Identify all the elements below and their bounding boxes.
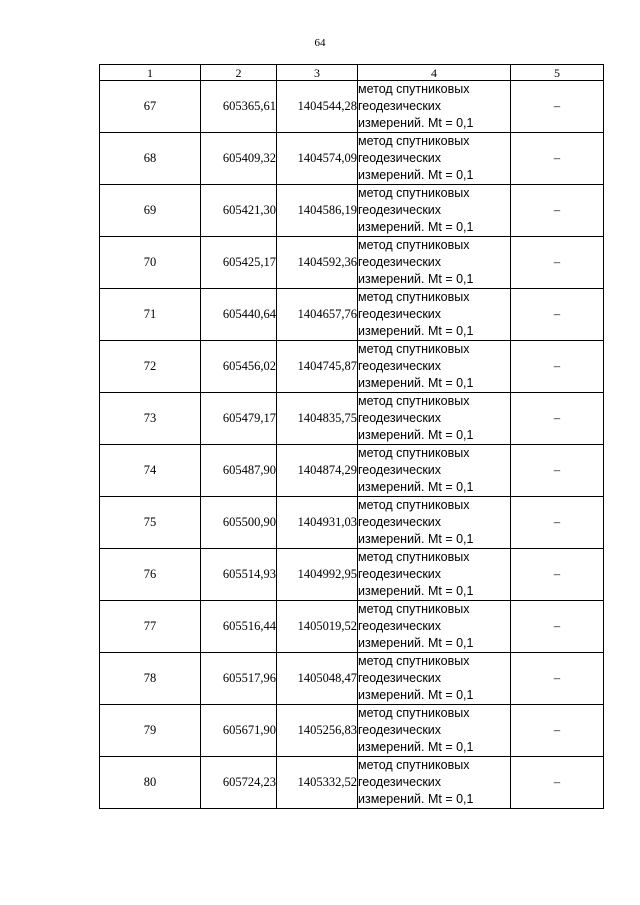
method-line-3: измерений. Mt = 0,1 <box>358 376 474 390</box>
coordinate-x: 605671,90 <box>201 705 277 757</box>
method-line-1: метод спутниковых <box>358 394 470 408</box>
table-row <box>100 133 604 185</box>
note-dash: – <box>511 653 604 705</box>
coordinate-y: 1405019,52 <box>277 601 358 653</box>
table-row <box>100 601 604 653</box>
coordinate-x: 605365,61 <box>201 81 277 133</box>
method-line-1: метод спутниковых <box>358 238 470 252</box>
coordinate-y: 1404592,36 <box>277 237 358 289</box>
method-description <box>358 445 511 497</box>
point-number: 68 <box>100 133 201 185</box>
note-dash: – <box>511 393 604 445</box>
point-number: 76 <box>100 549 201 601</box>
note-dash: – <box>511 341 604 393</box>
point-number: 71 <box>100 289 201 341</box>
method-line-3: измерений. Mt = 0,1 <box>358 428 474 442</box>
method-line-3: измерений. Mt = 0,1 <box>358 740 474 754</box>
point-number: 80 <box>100 757 201 809</box>
method-line-1: метод спутниковых <box>358 134 470 148</box>
note-dash: – <box>511 237 604 289</box>
method-line-1: метод спутниковых <box>358 290 470 304</box>
header-cell-5: 5 <box>511 65 604 81</box>
method-line-3: измерений. Mt = 0,1 <box>358 324 474 338</box>
method-line-2: геодезических <box>358 567 442 581</box>
point-number: 77 <box>100 601 201 653</box>
method-line-2: геодезических <box>358 307 442 321</box>
coordinate-y: 1405048,47 <box>277 653 358 705</box>
coordinate-y: 1404992,95 <box>277 549 358 601</box>
table-row <box>100 497 604 549</box>
method-line-2: геодезических <box>358 99 442 113</box>
note-dash: – <box>511 133 604 185</box>
method-description <box>358 237 511 289</box>
method-line-1: метод спутниковых <box>358 758 470 772</box>
note-dash: – <box>511 601 604 653</box>
method-line-2: геодезических <box>358 463 442 477</box>
page-number: 64 <box>314 37 326 49</box>
method-line-3: измерений. Mt = 0,1 <box>358 168 474 182</box>
method-description <box>358 289 511 341</box>
method-line-3: измерений. Mt = 0,1 <box>358 636 474 650</box>
method-description <box>358 341 511 393</box>
note-dash: – <box>511 549 604 601</box>
method-line-1: метод спутниковых <box>358 654 470 668</box>
point-number: 70 <box>100 237 201 289</box>
header-cell-2: 2 <box>201 65 277 81</box>
method-line-1: метод спутниковых <box>358 550 470 564</box>
method-description <box>358 393 511 445</box>
coordinate-x: 605500,90 <box>201 497 277 549</box>
method-line-3: измерений. Mt = 0,1 <box>358 480 474 494</box>
method-line-2: геодезических <box>358 619 442 633</box>
coordinate-x: 605724,23 <box>201 757 277 809</box>
method-line-3: измерений. Mt = 0,1 <box>358 584 474 598</box>
point-number: 72 <box>100 341 201 393</box>
method-line-3: измерений. Mt = 0,1 <box>358 792 474 806</box>
method-line-2: геодезических <box>358 671 442 685</box>
method-description <box>358 757 511 809</box>
method-line-3: измерений. Mt = 0,1 <box>358 220 474 234</box>
note-dash: – <box>511 757 604 809</box>
point-number: 69 <box>100 185 201 237</box>
coordinate-x: 605514,93 <box>201 549 277 601</box>
table-row <box>100 445 604 497</box>
table-row <box>100 185 604 237</box>
method-line-2: геодезических <box>358 151 442 165</box>
coordinate-x: 605421,30 <box>201 185 277 237</box>
coordinate-x: 605440,64 <box>201 289 277 341</box>
method-description <box>358 653 511 705</box>
method-line-2: геодезических <box>358 359 442 373</box>
table-row <box>100 237 604 289</box>
coordinate-y: 1405332,52 <box>277 757 358 809</box>
coordinate-y: 1404745,87 <box>277 341 358 393</box>
coordinate-y: 1404657,76 <box>277 289 358 341</box>
coordinate-y: 1404835,75 <box>277 393 358 445</box>
method-description <box>358 549 511 601</box>
table-row <box>100 705 604 757</box>
method-line-3: измерений. Mt = 0,1 <box>358 116 474 130</box>
method-line-2: геодезических <box>358 411 442 425</box>
method-description <box>358 705 511 757</box>
note-dash: – <box>511 705 604 757</box>
point-number: 75 <box>100 497 201 549</box>
method-line-2: геодезических <box>358 203 442 217</box>
method-line-2: геодезических <box>358 515 442 529</box>
coordinate-x: 605409,32 <box>201 133 277 185</box>
header-row <box>100 65 604 81</box>
method-line-1: метод спутниковых <box>358 342 470 356</box>
method-line-1: метод спутниковых <box>358 602 470 616</box>
coordinate-x: 605516,44 <box>201 601 277 653</box>
coordinate-x: 605479,17 <box>201 393 277 445</box>
method-description <box>358 81 511 133</box>
point-number: 79 <box>100 705 201 757</box>
coordinate-x: 605456,02 <box>201 341 277 393</box>
coordinate-y: 1405256,83 <box>277 705 358 757</box>
note-dash: – <box>511 289 604 341</box>
point-number: 73 <box>100 393 201 445</box>
method-line-1: метод спутниковых <box>358 706 470 720</box>
table-row <box>100 81 604 133</box>
header-cell-4: 4 <box>358 65 511 81</box>
coordinate-y: 1404544,28 <box>277 81 358 133</box>
coordinate-x: 605425,17 <box>201 237 277 289</box>
coordinates-table <box>99 64 604 809</box>
table-row <box>100 341 604 393</box>
coordinate-y: 1404931,03 <box>277 497 358 549</box>
method-line-3: измерений. Mt = 0,1 <box>358 688 474 702</box>
point-number: 74 <box>100 445 201 497</box>
coordinate-y: 1404874,29 <box>277 445 358 497</box>
method-description <box>358 601 511 653</box>
coordinate-x: 605517,96 <box>201 653 277 705</box>
header-cell-1: 1 <box>100 65 201 81</box>
coordinate-y: 1404574,09 <box>277 133 358 185</box>
table-row <box>100 289 604 341</box>
coordinate-x: 605487,90 <box>201 445 277 497</box>
coordinate-y: 1404586,19 <box>277 185 358 237</box>
header-cell-3: 3 <box>277 65 358 81</box>
table-row <box>100 393 604 445</box>
method-description <box>358 133 511 185</box>
method-line-2: геодезических <box>358 723 442 737</box>
method-description <box>358 185 511 237</box>
method-line-2: геодезических <box>358 255 442 269</box>
note-dash: – <box>511 185 604 237</box>
method-line-1: метод спутниковых <box>358 446 470 460</box>
note-dash: – <box>511 81 604 133</box>
method-line-3: измерений. Mt = 0,1 <box>358 532 474 546</box>
table-row <box>100 549 604 601</box>
point-number: 67 <box>100 81 201 133</box>
note-dash: – <box>511 445 604 497</box>
table-row <box>100 757 604 809</box>
method-line-3: измерений. Mt = 0,1 <box>358 272 474 286</box>
method-description <box>358 497 511 549</box>
method-line-1: метод спутниковых <box>358 186 470 200</box>
method-line-2: геодезических <box>358 775 442 789</box>
table-row <box>100 653 604 705</box>
note-dash: – <box>511 497 604 549</box>
method-line-1: метод спутниковых <box>358 498 470 512</box>
method-line-1: метод спутниковых <box>358 82 470 96</box>
point-number: 78 <box>100 653 201 705</box>
